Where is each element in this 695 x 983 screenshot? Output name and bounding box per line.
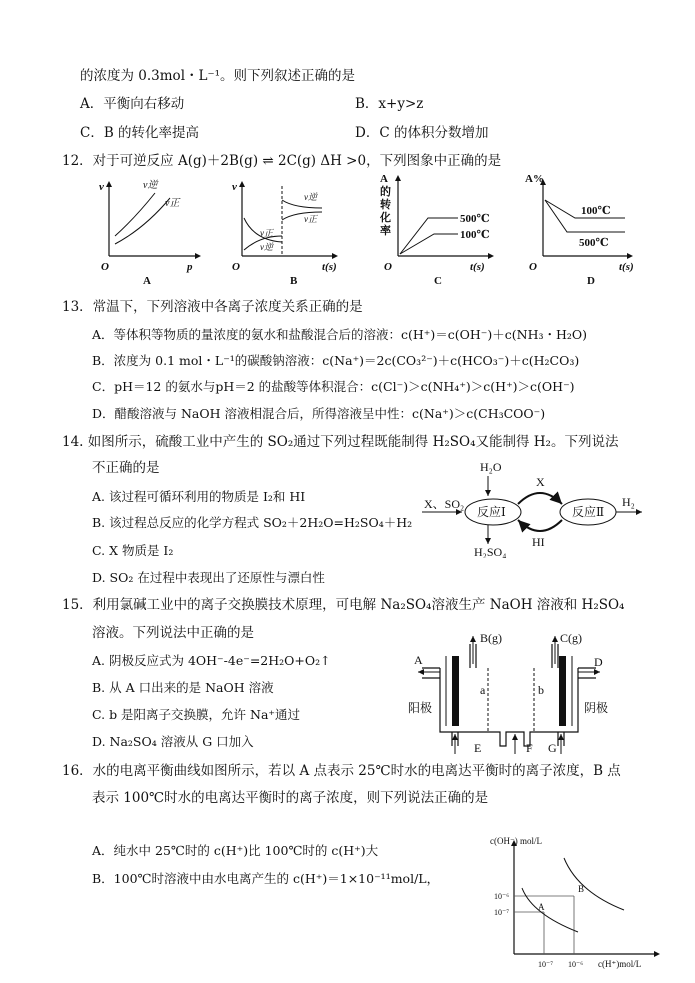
q15-option-c: C. b 是阳离子交换膜，允许 Na⁺通过 [92, 707, 301, 722]
q14-reaction-2: 反应Ⅱ [572, 505, 605, 519]
q14-option-a: A. 该过程可循环利用的物质是 I₂和 HI [92, 489, 306, 504]
q11-option-a: A．平衡向右移动 [80, 96, 185, 112]
q12c-ylabel-4: 化 [380, 212, 391, 224]
q12d-xlabel: t(s) [619, 261, 634, 273]
q15-membrane-a: a [480, 683, 486, 697]
q12a-curve-reverse: v逆 [143, 180, 158, 191]
q16-ion-product-graph [484, 830, 670, 978]
q12a-xlabel: p [187, 261, 193, 273]
q12-graph-a [95, 178, 205, 288]
q12b-curve-1: v正 [260, 228, 273, 238]
q12c-xlabel: t(s) [470, 261, 485, 273]
q16-point-a: A [538, 902, 545, 912]
q12a-ylabel: v [99, 181, 104, 193]
q12b-curve-2: v逆 [260, 242, 273, 252]
q12a-curve-forward: v正 [165, 198, 180, 209]
q15-option-d: D. Na₂SO₄ 溶液从 G 口加入 [92, 734, 254, 749]
q16-xtick-1: 10⁻⁷ [538, 960, 554, 969]
q14-option-b: B. 该过程总反应的化学方程式 SO₂＋2H₂O=H₂SO₄＋H₂ [92, 515, 413, 530]
q12c-ylabel-2: 的 [380, 186, 391, 198]
q15-cathode-label: 阴极 [584, 701, 609, 715]
q12c-tag: C [434, 275, 442, 287]
q14-stem-line1: 14. 如图所示，硫酸工业中产生的 SO₂通过下列过程既能制得 H₂SO₄又能制得 H₂。下列说法 [62, 434, 619, 450]
q15-electrolysis-diagram [408, 628, 623, 756]
q14-label-h2o: H₂O [480, 460, 502, 474]
q14-label-h2so4: H₂SO₄ [474, 545, 507, 558]
q12b-xlabel: t(s) [322, 261, 337, 273]
q12-graph-c [376, 170, 506, 288]
q12c-series-2: 100℃ [460, 229, 490, 241]
q14-label-input: X、SO₂ [424, 497, 465, 511]
q15-port-f: F [526, 741, 533, 755]
q15-anode-label: 阳极 [408, 701, 433, 715]
q15-port-c: C(g) [560, 631, 582, 645]
q12d-ylabel: A% [525, 173, 544, 185]
q12b-tag: B [290, 275, 298, 287]
q15-option-b: B. 从 A 口出来的是 NaOH 溶液 [92, 680, 274, 695]
q14-label-h2: H₂ [622, 495, 635, 509]
q14-label-hi: HI [532, 535, 545, 549]
q15-port-b: B(g) [480, 631, 502, 645]
q11-option-c: C．B 的转化率提高 [80, 125, 200, 141]
q15-membrane-b: b [538, 683, 544, 697]
q12-graph-b [232, 178, 352, 288]
q16-stem-line2: 表示 100℃时水的电离达平衡时的离子浓度，则下列说法正确的是 [92, 790, 489, 806]
q16-ytick-1: 10⁻⁶ [494, 892, 510, 901]
q15-port-a: A [414, 653, 423, 667]
q12d-series-2: 500℃ [579, 237, 609, 249]
q15-port-e: E [474, 741, 482, 755]
q16-stem-line1: 16．水的电离平衡曲线如图所示，若以 A 点表示 25℃时水的电离达平衡时的离子浓度，B 点 [62, 763, 621, 779]
q14-reaction-1: 反应Ⅰ [477, 505, 506, 519]
q16-point-b: B [578, 884, 585, 894]
q12b-curve-3: v逆 [304, 192, 317, 202]
q12d-series-1: 100℃ [581, 205, 611, 217]
q14-option-d: D. SO₂ 在过程中表现出了还原性与漂白性 [92, 570, 325, 585]
q13-option-c: C．pH＝12 的氨水与pH＝2 的盐酸等体积混合：c(Cl⁻)＞c(NH₄⁺)＞c(H⁺)＞c(OH⁻) [92, 379, 575, 394]
q11-option-d: D．C 的体积分数增加 [355, 125, 489, 141]
q13-option-a: A．等体积等物质的量浓度的氨水和盐酸混合后的溶液：c(H⁺)＝c(OH⁻)＋c(NH₃・H₂O) [92, 327, 588, 342]
q12b-curve-4: v正 [304, 214, 317, 224]
q12b-origin: O [232, 261, 240, 273]
q13-option-b: B．浓度为 0.1 mol・L⁻¹的碳酸钠溶液：c(Na⁺)＝2c(CO₃²⁻)＋c(HCO₃⁻)＋c(H₂CO₃) [92, 353, 580, 368]
q14-label-x: X [536, 475, 545, 489]
q15-option-a: A. 阴极反应式为 4OH⁻-4e⁻=2H₂O+O₂↑ [92, 653, 331, 668]
q12d-origin: O [529, 261, 537, 273]
q12c-ylabel-1: A [380, 173, 388, 185]
q14-cycle-diagram [420, 458, 650, 558]
q16-option-b: B．100℃时溶液中由水电离产生的 c(H⁺)＝1×10⁻¹¹mol/L， [92, 871, 440, 886]
q12c-origin: O [384, 261, 392, 273]
q12b-ylabel: v [232, 181, 237, 193]
q12-stem: 12．对于可逆反应 A(g)＋2B(g) ⇌ 2C(g) ΔH >0，下列图象中正确的是 [62, 153, 502, 169]
q15-port-d: D [594, 655, 603, 669]
q12c-ylabel-5: 率 [380, 225, 391, 237]
q15-port-g: G [548, 741, 557, 755]
q13-option-d: D．醋酸溶液与 NaOH 溶液相混合后，所得溶液呈中性：c(Na⁺)＞c(CH₃COO⁻) [92, 406, 546, 421]
q11-option-b: B．x+y>z [355, 96, 424, 112]
q12a-tag: A [143, 275, 151, 287]
q12d-tag: D [587, 275, 595, 287]
q12c-ylabel-3: 转 [380, 199, 391, 211]
q15-stem-line2: 溶液。下列说法中正确的是 [92, 625, 254, 641]
q12c-series-1: 500℃ [460, 213, 490, 225]
q16-xlabel: c(H⁺)mol/L [598, 959, 642, 969]
q16-ylabel: c(OH⁻) mol/L [490, 836, 542, 846]
q15-stem-line1: 15．利用氯碱工业中的离子交换膜技术原理，可电解 Na₂SO₄溶液生产 NaOH 溶液和 H₂SO₄ [62, 597, 625, 613]
q14-option-c: C. X 物质是 I₂ [92, 543, 174, 558]
q16-ytick-2: 10⁻⁷ [494, 908, 510, 917]
q12-graph-d [525, 170, 650, 288]
q11-stem-tail: 的浓度为 0.3mol・L⁻¹。则下列叙述正确的是 [80, 68, 356, 84]
q16-option-a: A．纯水中 25℃时的 c(H⁺)比 100℃时的 c(H⁺)大 [92, 843, 379, 858]
q14-stem-line2: 不正确的是 [92, 460, 160, 476]
q16-xtick-2: 10⁻⁶ [568, 960, 584, 969]
q12a-origin: O [101, 261, 109, 273]
q13-stem: 13．常温下，下列溶液中各离子浓度关系正确的是 [62, 299, 363, 315]
